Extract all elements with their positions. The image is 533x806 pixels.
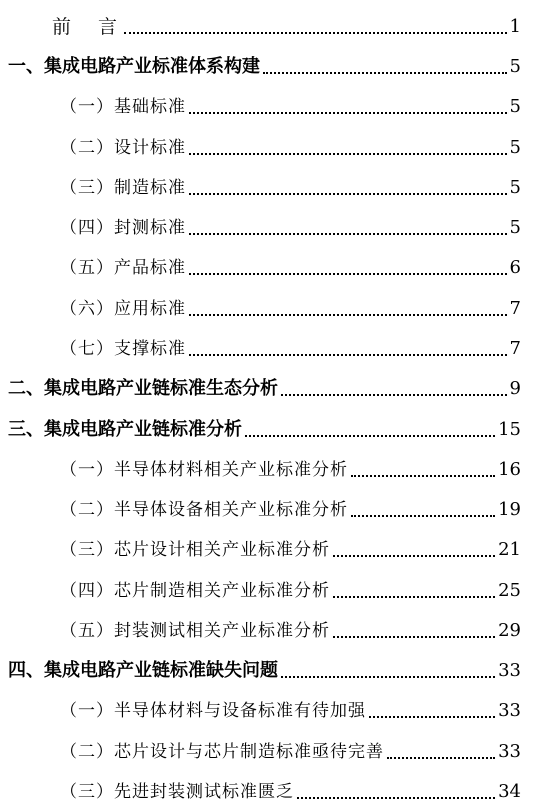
- toc-entry-page: 9: [509, 378, 521, 399]
- dot-leader: [333, 596, 495, 598]
- toc-entry-page: 5: [509, 96, 521, 117]
- dot-leader: [189, 233, 507, 235]
- toc-entry-page: 5: [509, 217, 521, 238]
- toc-entry-section-3-4[interactable]: [0, 574, 521, 602]
- toc-entry-chapter-1[interactable]: [0, 50, 521, 78]
- toc-entry-page: 1: [509, 16, 521, 37]
- toc-entry-section-4-1[interactable]: [0, 694, 521, 722]
- toc-entry-label: 四、集成电路产业链标准缺失问题: [8, 660, 278, 681]
- toc-entry-preface[interactable]: [0, 10, 521, 38]
- toc-entry-label: （一）半导体材料与设备标准有待加强: [60, 701, 366, 721]
- dot-leader: [333, 555, 495, 557]
- dot-leader: [189, 112, 507, 114]
- toc-entry-page: 15: [498, 419, 521, 440]
- toc-entry-page: 19: [498, 499, 521, 520]
- dot-leader: [351, 475, 495, 477]
- toc-entry-label: （二）半导体设备相关产业标准分析: [60, 500, 348, 520]
- dot-leader: [297, 797, 495, 799]
- toc-entry-page: 5: [509, 177, 521, 198]
- toc-entry-section-1-6[interactable]: [0, 292, 521, 320]
- toc-entry-label: （一）半导体材料相关产业标准分析: [60, 460, 348, 480]
- dot-leader: [263, 72, 507, 74]
- toc-entry-label: 前 言: [52, 16, 122, 38]
- toc-entry-label: （三）芯片设计相关产业标准分析: [60, 540, 330, 560]
- toc-entry-section-3-1[interactable]: [0, 453, 521, 481]
- dot-leader: [189, 314, 507, 316]
- toc-entry-section-3-5[interactable]: [0, 614, 521, 642]
- dot-leader: [189, 273, 507, 275]
- toc-entry-label: （五）产品标准: [60, 258, 186, 278]
- toc-entry-section-3-3[interactable]: [0, 533, 521, 561]
- toc-entry-section-1-7[interactable]: [0, 332, 521, 360]
- toc-entry-page: 29: [498, 620, 521, 641]
- toc-entry-section-1-1[interactable]: [0, 90, 521, 118]
- toc-entry-label: （二）设计标准: [60, 138, 186, 158]
- dot-leader: [124, 32, 507, 34]
- toc-entry-page: 16: [498, 459, 521, 480]
- dot-leader: [189, 354, 507, 356]
- dot-leader: [281, 394, 507, 396]
- toc-entry-page: 34: [498, 781, 521, 802]
- dot-leader: [387, 757, 495, 759]
- toc-entry-label: （五）封装测试相关产业标准分析: [60, 621, 330, 641]
- toc-entry-chapter-2[interactable]: [0, 372, 521, 400]
- toc-entry-page: 33: [498, 660, 521, 681]
- toc-entry-label: 二、集成电路产业链标准生态分析: [8, 378, 278, 399]
- toc-entry-section-1-5[interactable]: [0, 251, 521, 279]
- toc-entry-label: （六）应用标准: [60, 299, 186, 319]
- toc-entry-label: 一、集成电路产业标准体系构建: [8, 56, 260, 77]
- toc-entry-page: 7: [509, 338, 521, 359]
- toc-entry-label: 三、集成电路产业链标准分析: [8, 419, 242, 440]
- toc-entry-section-4-2[interactable]: [0, 735, 521, 763]
- dot-leader: [333, 636, 495, 638]
- toc-entry-label: （四）芯片制造相关产业标准分析: [60, 581, 330, 601]
- toc-entry-label: （四）封测标准: [60, 218, 186, 238]
- toc-entry-label: （七）支撑标准: [60, 339, 186, 359]
- toc-entry-page: 5: [509, 56, 521, 77]
- toc-entry-label: （三）先进封装测试标准匮乏: [60, 782, 294, 802]
- toc-entry-section-4-3[interactable]: [0, 775, 521, 803]
- toc-entry-page: 33: [498, 741, 521, 762]
- dot-leader: [245, 435, 495, 437]
- toc-entry-label: （二）芯片设计与芯片制造标准亟待完善: [60, 742, 384, 762]
- toc-entry-page: 7: [509, 298, 521, 319]
- toc-entry-section-1-3[interactable]: [0, 171, 521, 199]
- toc-entry-page: 25: [498, 580, 521, 601]
- toc-entry-section-3-2[interactable]: [0, 493, 521, 521]
- dot-leader: [189, 193, 507, 195]
- toc-entry-page: 33: [498, 700, 521, 721]
- toc-entry-section-1-2[interactable]: [0, 131, 521, 159]
- dot-leader: [351, 515, 495, 517]
- toc-entry-page: 6: [509, 257, 521, 278]
- toc-entry-chapter-4[interactable]: [0, 654, 521, 682]
- toc-entry-page: 5: [509, 137, 521, 158]
- toc-entry-page: 21: [498, 539, 521, 560]
- toc-entry-label: （一）基础标准: [60, 97, 186, 117]
- toc-entry-label: （三）制造标准: [60, 178, 186, 198]
- toc-entry-section-1-4[interactable]: [0, 211, 521, 239]
- dot-leader: [281, 676, 495, 678]
- dot-leader: [369, 716, 495, 718]
- dot-leader: [189, 153, 507, 155]
- toc-entry-chapter-3[interactable]: [0, 413, 521, 441]
